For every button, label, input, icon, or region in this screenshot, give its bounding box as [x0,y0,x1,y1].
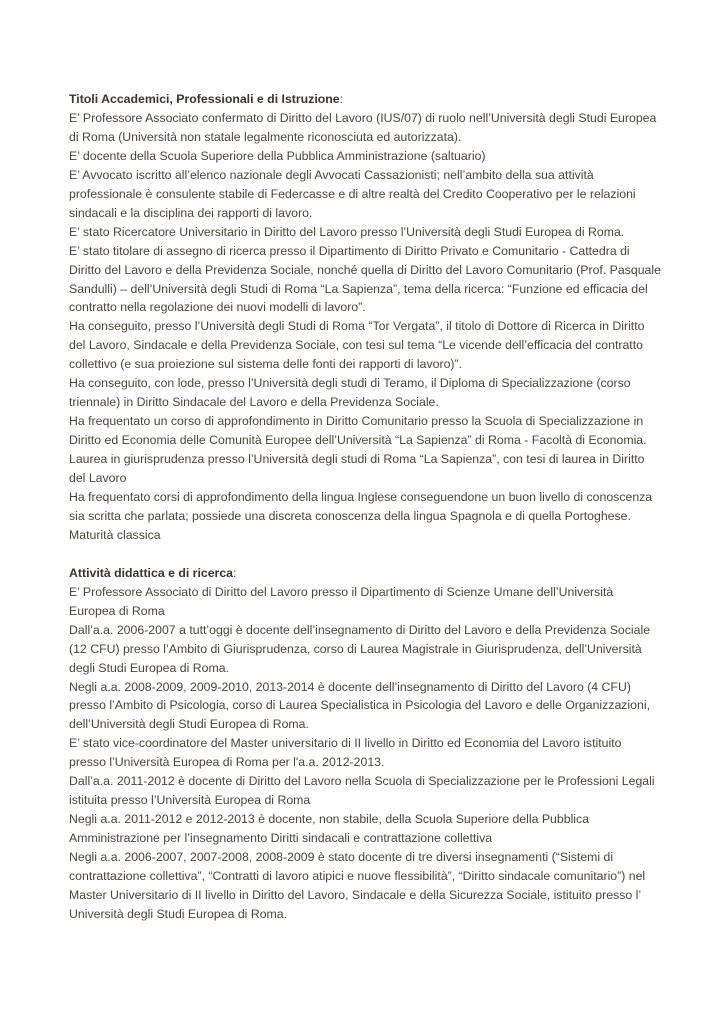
text-line: presso l’Ambito di Psicologia, corso di Laurea Specialistica in Psicologia del Lavoro e delle Organizzazioni, [69,698,650,713]
text-line: professionale è consulente stabile di Federcasse e di altre realtà del Credito Cooperativo per le relazioni [69,186,636,201]
text-line: contratto nella regolazione dei nuovi modelli di lavoro”. [69,300,366,315]
text-line: Università degli Studi Europea di Roma. [69,906,288,921]
text-line: triennale) in Diritto Sindacale del Lavoro e della Previdenza Sociale. [69,395,439,410]
section-heading-text: Titoli Accademici, Professionali e di Istruzione [69,92,340,106]
text-line: (12 CFU) presso l’Ambito di Giurisprudenza, corso di Laurea Magistrale in Giurisprudenza, dell’Università [69,641,642,656]
text-line: Ha frequentato un corso di approfondimento in Diritto Comunitario presso la Scuola di Specializzazione in [69,414,644,429]
text-line: istituita presso l’Università Europea di Roma [69,793,311,808]
text-line: contrattazione collettiva”, “Contratti di lavoro atipici e nuove flessibilità”, “Diritto sindacale comunitario”) nel [69,869,646,884]
text-line: Dall’a.a. 2011-2012 è docente di Diritto del Lavoro nella Scuola di Specializzazione per le Professioni Legali [69,774,655,789]
section-heading-attivita [69,564,659,583]
text-line: E’ Avvocato iscritto all’elenco nazionale degli Avvocati Cassazionisti; nell’ambito della sua attività [69,167,594,182]
section-heading-text: Attività didattica e di ricerca [69,565,234,580]
text-line: Negli a.a. 2008-2009, 2009-2010, 2013-2014 è docente dell’insegnamento di Diritto del Lavoro (4 CFU) [69,679,631,694]
text-line: degli Studi Europea di Roma. [69,660,229,675]
text-line: del Lavoro [69,471,127,486]
text-line: E’ stato vice-coordinatore del Master universitario di II livello in Diritto ed Economia del Lavoro istituito [69,736,622,751]
section-heading-colon: : [339,92,344,106]
text-line: Ha frequentato corsi di approfondimento della lingua Inglese conseguendone un buon livello di conoscenza [69,490,653,505]
text-line: Ha conseguito, presso l’Università degli Studi di Roma “Tor Vergata”, il titolo di Dottore di Ricerca in Diritto [69,319,645,334]
text-line: E’ Professore Associato confermato di Diritto del Lavoro (IUS/07) di ruolo nell’Università degli Studi Europea [69,110,657,125]
text-line: Diritto del Lavoro e della Previdenza Sociale, nonché quella di Diritto del Lavoro Comunitario (Prof. Pasquale [69,262,661,277]
text-line: Europea di Roma [69,603,165,618]
section-heading-colon: : [233,565,237,580]
text-line: Amministrazione per l’insegnamento Diritti sindacali e contrattazione collettiva [69,831,493,846]
text-line: E’ Professore Associato di Diritto del Lavoro presso il Dipartimento di Scienze Umane dell’Università [69,584,614,599]
text-line: sindacali e la disciplina dei rapporti di lavoro. [69,205,313,220]
section-heading-titoli [69,90,659,109]
text-line: Master Universitario di II livello in Diritto del Lavoro, Sindacale e della Sicurezza Sociale, istituito presso l’ [69,888,642,903]
text-line: Maturità classica [69,527,161,542]
text-line: E’ docente della Scuola Superiore della Pubblica Amministrazione (saltuario) [69,148,486,163]
text-line: collettivo (e sua proiezione sul sistema delle fonti dei rapporti di lavoro)”. [69,357,463,372]
section-body-attivita [69,583,659,924]
text-line: Diritto ed Economia delle Comunità Europee dell’Università “La Sapienza” di Roma - Facoltà di Economia. [69,433,647,448]
text-line: dell’Università degli Studi Europea di Roma. [69,717,309,732]
text-line: Ha conseguito, con lode, presso l’Università degli studi di Teramo, il Diploma di Specializzazione (corso [69,376,631,391]
text-line: E’ stato titolare di assegno di ricerca presso il Dipartimento di Diritto Privato e Comunitario - Cattedra di [69,243,630,258]
text-line: presso l’Università Europea di Roma per l'a.a. 2012-2013. [69,755,385,770]
document-body [69,90,659,924]
text-line: del Lavoro, Sindacale e della Previdenza Sociale, con tesi sul tema “Le vicende dell’efficacia del contratto [69,338,643,353]
text-line: Sandulli) – dell’Università degli Studi di Roma “La Sapienza”, tema della ricerca: “Funzione ed efficacia del [69,281,648,296]
text-line: E’ stato Ricercatore Universitario in Diritto del Lavoro presso l’Università degli Studi Europea di Roma. [69,224,625,239]
section-body-titoli [69,109,659,545]
text-line: di Roma (Università non statale legalmente riconosciuta ed autorizzata). [69,129,462,144]
text-line: Negli a.a. 2011-2012 e 2012-2013 è docente, non stabile, della Scuola Superiore della Pubblica [69,812,590,827]
text-line: sia scritta che parlata; possiede una discreta conoscenza della lingua Spagnola e di quella Portoghese. [69,508,631,523]
text-line: Dall’a.a. 2006-2007 a tutt’oggi è docente dell’insegnamento di Diritto del Lavoro e della Previdenza Sociale [69,622,651,637]
section-spacer [69,545,659,564]
text-line: Laurea in giurisprudenza presso l’Università degli studi di Roma “La Sapienza”, con tesi di laurea in Diritto [69,452,645,467]
text-line: Negli a.a. 2006-2007, 2007-2008, 2008-2009 è stato docente di tre diversi insegnamenti (“Sistemi di [69,850,614,865]
